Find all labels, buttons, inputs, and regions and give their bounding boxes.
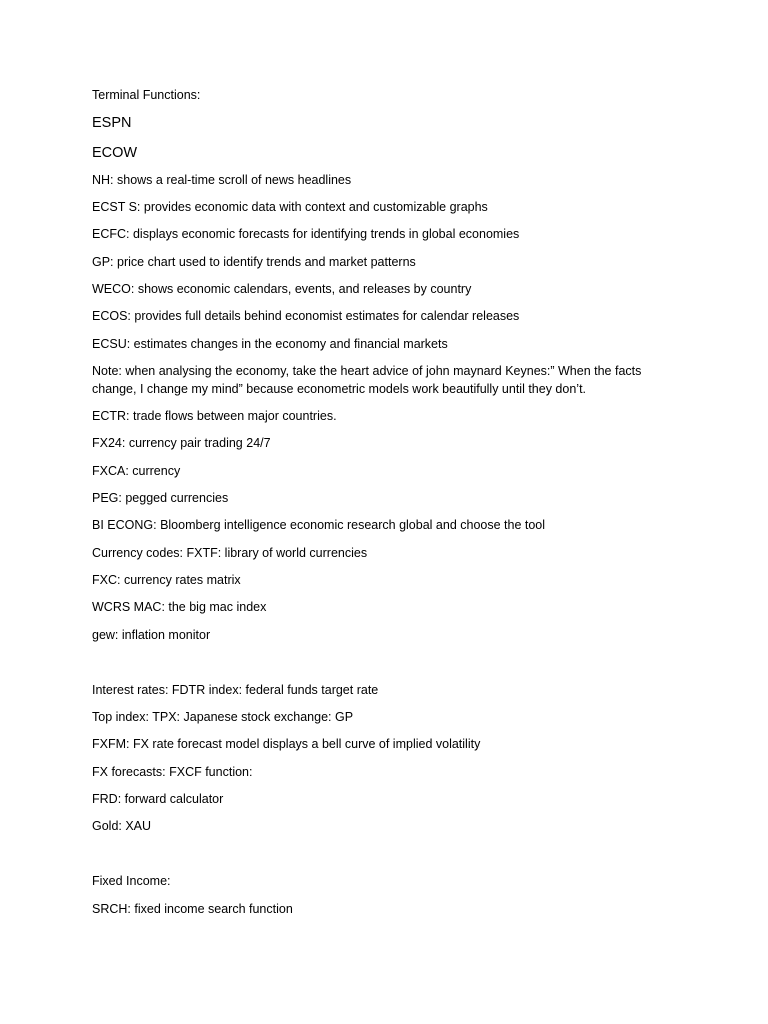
function-line: FRD: forward calculator [92,792,224,806]
function-line: Gold: XAU [92,819,152,833]
function-line: SRCH: fixed income search function [92,902,293,916]
function-line: gew: inflation monitor [92,628,211,642]
function-line: FXCA: currency [92,464,181,478]
function-line: GP: price chart used to identify trends and market patterns [92,255,416,269]
function-line: WCRS MAC: the big mac index [92,600,267,614]
function-line: FX forecasts: FXCF function: [92,765,253,779]
function-line: WECO: shows economic calendars, events, and releases by country [92,282,472,296]
function-line: Interest rates: FDTR index: federal funds target rate [92,683,379,697]
function-line: ECOS: provides full details behind economist estimates for calendar releases [92,309,520,323]
function-line: Top index: TPX: Japanese stock exchange: GP [92,710,354,724]
function-line: Currency codes: FXTF: library of world currencies [92,546,368,560]
function-line: FXFM: FX rate forecast model displays a bell curve of implied volatility [92,737,481,751]
shortcut-ecow: ECOW [92,145,138,161]
heading-terminal-functions: Terminal Functions: [92,88,201,102]
function-line: ECFC: displays economic forecasts for identifying trends in global economies [92,227,520,241]
heading-fixed-income: Fixed Income: [92,874,171,888]
function-line: BI ECONG: Bloomberg intelligence economic research global and choose the tool [92,518,546,532]
keynes-note: Note: when analysing the economy, take the heart advice of john maynard Keynes:” When the facts change, I change my mind” because econometric models work beautifully until they don’t. [92,364,642,396]
function-line: NH: shows a real-time scroll of news headlines [92,173,352,187]
function-line: PEG: pegged currencies [92,491,229,505]
function-line: ECST S: provides economic data with context and customizable graphs [92,200,488,214]
function-line: ECSU: estimates changes in the economy and financial markets [92,337,448,351]
function-line: FX24: currency pair trading 24/7 [92,436,271,450]
function-line: ECTR: trade flows between major countries. [92,409,337,423]
function-line: FXC: currency rates matrix [92,573,241,587]
shortcut-espn: ESPN [92,115,132,131]
